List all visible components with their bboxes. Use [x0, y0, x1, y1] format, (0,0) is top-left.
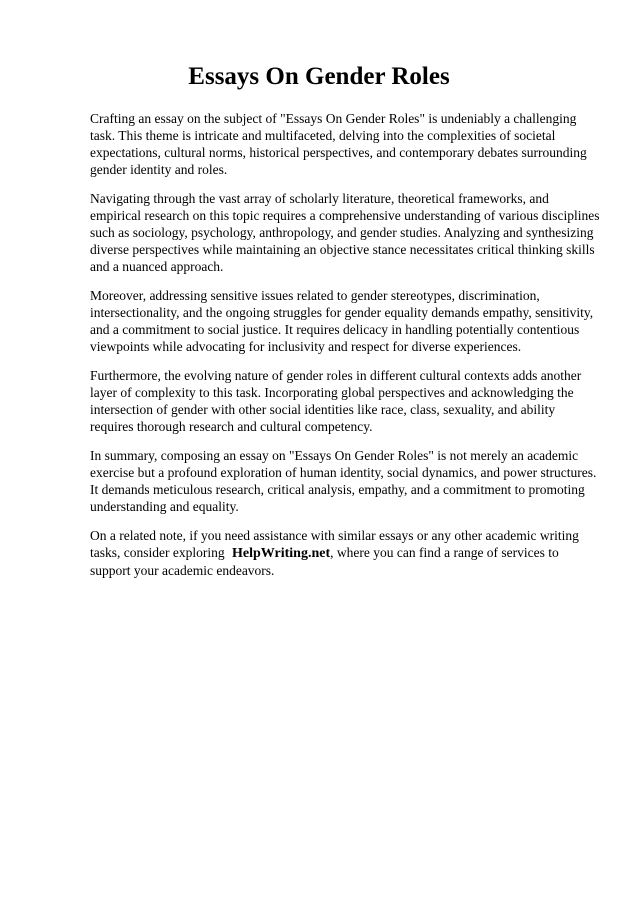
closing-paragraph — [90, 527, 600, 579]
paragraph-4: Furthermore, the evolving nature of gender roles in different cultural contexts adds another layer of complexity to this task. Incorporating global perspectives and acknowledging the intersection of gender with other social identities like race, class, sexuality, and ability requires thorough research and cultural competency. — [90, 368, 582, 434]
paragraph-2: Navigating through the vast array of scholarly literature, theoretical frameworks, and empirical research on this topic requires a comprehensive understanding of various disciplines such as sociology, psychology, anthropology, and gender studies. Analyzing and synthesizing diverse perspectives while maintaining an objective stance necessitates critical thinking skills and a nuanced approach. — [90, 191, 600, 274]
closing-text-before: On a related note, if you need assistance with similar essays or any other academic writing tasks, consider exploring — [90, 528, 579, 560]
document-title: Essays On Gender Roles — [188, 63, 450, 90]
closing-text-after: , where you can find a range of services to support your academic endeavors. — [90, 545, 559, 578]
helpwriting-link[interactable]: HelpWriting.net — [231, 546, 331, 561]
paragraph-5: In summary, composing an essay on "Essays On Gender Roles" is not merely an academic exercise but a profound exploration of human identity, social dynamics, and power structures. It demands meticulous research, critical analysis, empathy, and a commitment to promoting understanding and equality. — [90, 448, 597, 514]
paragraph-3: Moreover, addressing sensitive issues related to gender stereotypes, discrimination, intersectionality, and the ongoing struggles for gender equality demands empathy, sensitivity, and a commitment to social justice. It requires delicacy in handling potentially contentious viewpoints while advocating for inclusivity and respect for diverse experiences. — [90, 288, 594, 354]
paragraph-1: Crafting an essay on the subject of "Essays On Gender Roles" is undeniably a challenging task. This theme is intricate and multifaceted, delving into the complexities of societal expectations, cultural norms, historical perspectives, and contemporary debates surrounding gender identity and roles. — [90, 111, 587, 177]
document-body — [90, 110, 600, 591]
